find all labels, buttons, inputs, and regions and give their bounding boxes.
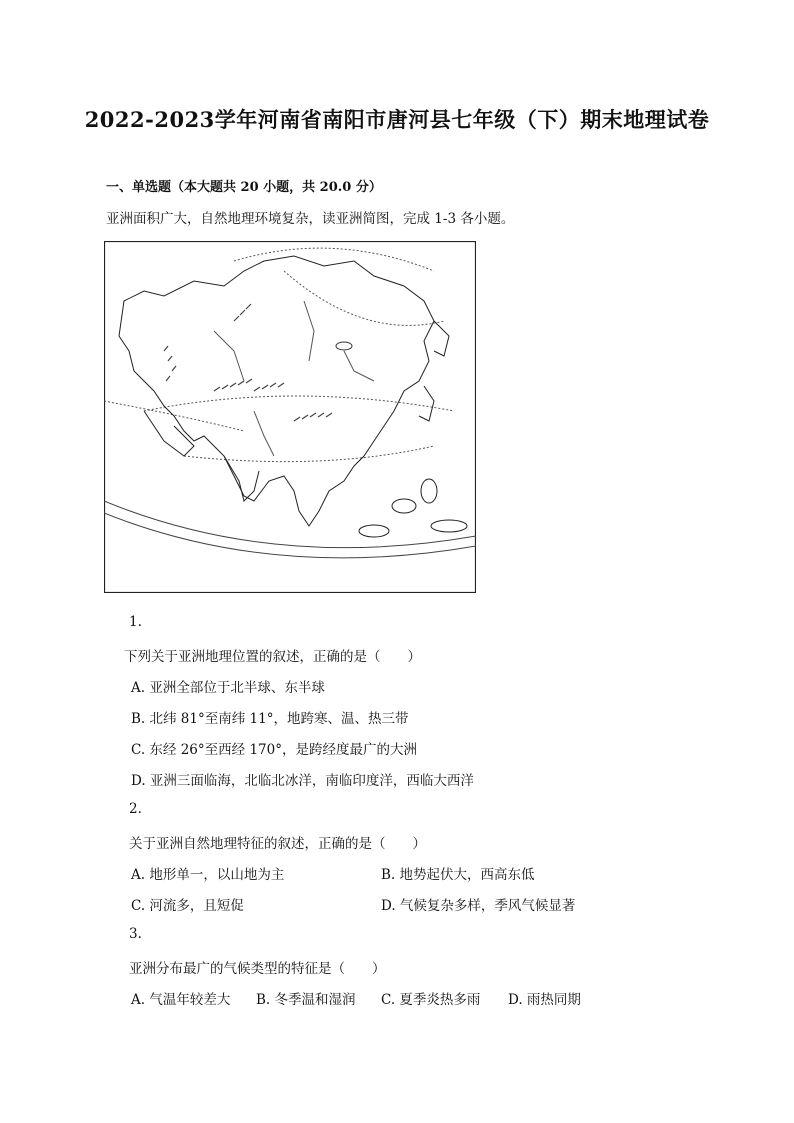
- option-b: B. 地势起伏大，西高东低: [381, 867, 535, 883]
- option-c: C. 河流多，且短促: [131, 898, 244, 914]
- option-b: B. 冬季温和湿润: [256, 992, 356, 1008]
- question-stem: 关于亚洲自然地理特征的叙述，正确的是（ ）: [129, 836, 426, 852]
- page-title: 2022-2023学年河南省南阳市唐河县七年级（下）期末地理试卷: [84, 107, 710, 132]
- question-intro: 亚洲面积广大，自然地理环境复杂，读亚洲简图，完成 1-3 各小题。: [106, 211, 515, 227]
- question-number: 2.: [129, 801, 142, 817]
- question-stem: 亚洲分布最广的气候类型的特征是（ ）: [129, 961, 386, 977]
- asia-outline-map: [104, 241, 476, 593]
- option-c: C. 东经 26°至西经 170°，是跨经度最广的大洲: [131, 742, 417, 758]
- option-c: C. 夏季炎热多雨: [381, 992, 481, 1008]
- option-b: B. 北纬 81°至南纬 11°，地跨寒、温、热三带: [131, 711, 409, 727]
- option-a: A. 地形单一，以山地为主: [131, 867, 285, 883]
- question-stem: 下列关于亚洲地理位置的叙述，正确的是（ ）: [124, 649, 421, 665]
- option-d: D. 气候复杂多样，季风气候显著: [381, 898, 576, 914]
- option-d: D. 亚洲三面临海，北临北冰洋，南临印度洋，西临大西洋: [131, 773, 474, 789]
- option-a: A. 气温年较差大: [131, 992, 231, 1008]
- question-number: 3.: [129, 926, 142, 942]
- option-a: A. 亚洲全部位于北半球、东半球: [131, 680, 325, 696]
- question-number: 1.: [129, 614, 142, 630]
- option-d: D. 雨热同期: [508, 992, 581, 1008]
- section-heading: 一、单选题（本大题共 20 小题，共 20.0 分）: [106, 180, 382, 195]
